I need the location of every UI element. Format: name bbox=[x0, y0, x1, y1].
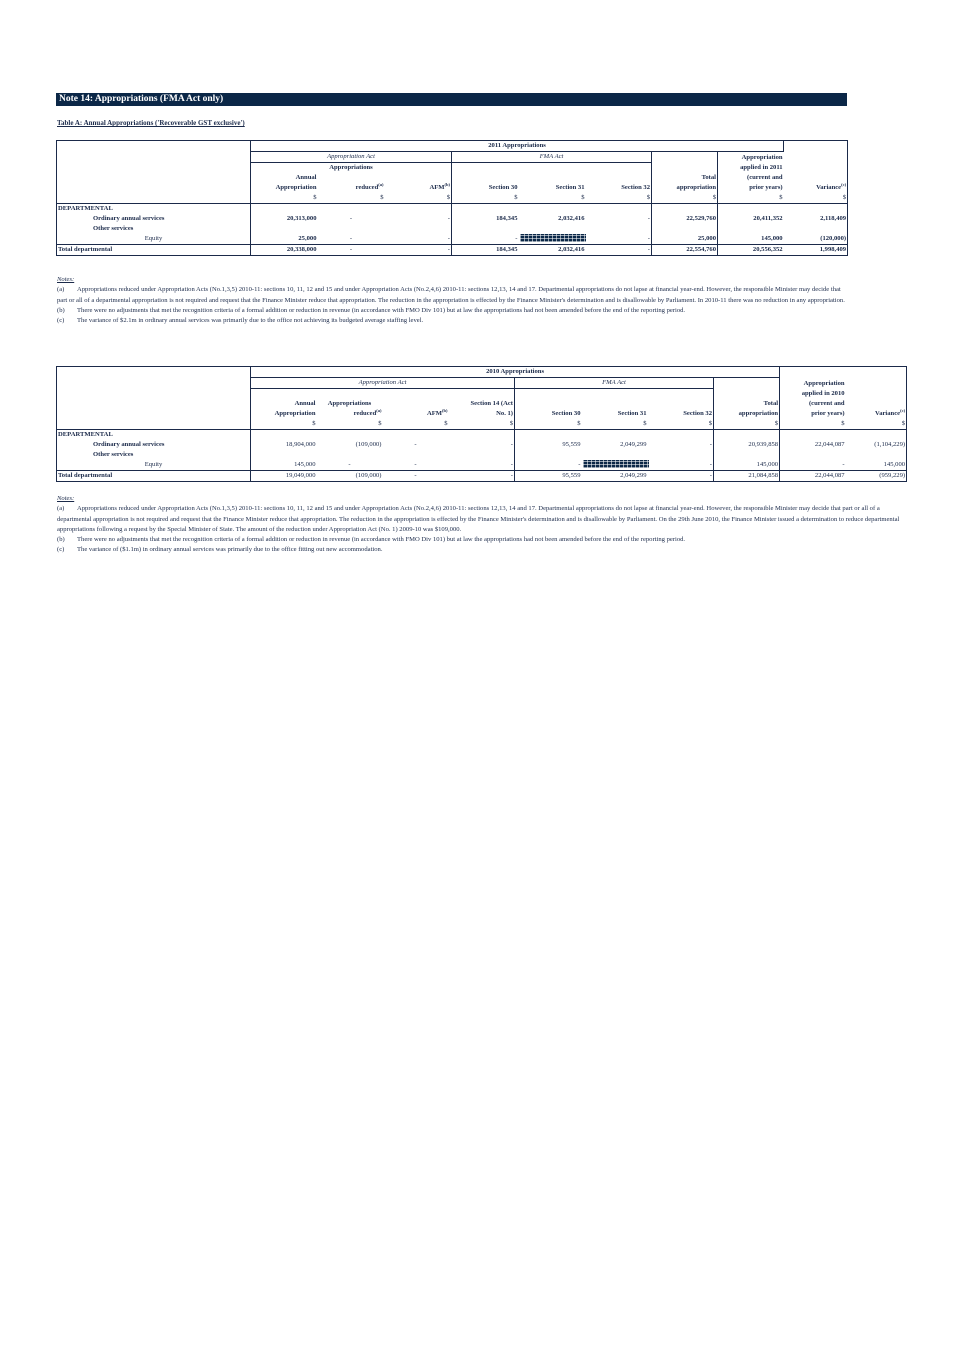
unit: $ bbox=[318, 193, 385, 204]
fma-act-header: FMA Act bbox=[452, 152, 652, 163]
table-row: Ordinary annual services 20,313,000 - - 184,345 2,032,416 - 22,529,760 20,411,352 2,118,409 bbox=[57, 214, 848, 224]
note-title: Note 14: Appropriations (FMA Act only) bbox=[56, 93, 847, 106]
total-header-2: appropriation bbox=[652, 183, 718, 193]
afm-header: AFM bbox=[429, 184, 445, 191]
hatched-cell bbox=[583, 460, 649, 468]
reduced-header-1: Appropriations bbox=[329, 164, 373, 171]
total-header-1: Total bbox=[652, 173, 718, 183]
unit: $ bbox=[582, 419, 648, 430]
section32-header: Section 32 bbox=[586, 183, 652, 193]
appropriation-act-header: Appropriation Act bbox=[251, 152, 452, 163]
note-b-marker: (b) bbox=[442, 407, 448, 413]
section14-header-2: No. 1) bbox=[449, 409, 515, 419]
section14-header-1: Section 14 (Act bbox=[449, 399, 515, 409]
reduced-header-2: reduced bbox=[355, 184, 379, 191]
appropriations-2011-table bbox=[56, 140, 848, 256]
table-row: Other services bbox=[57, 224, 848, 234]
unit: $ bbox=[519, 193, 586, 204]
unit: $ bbox=[383, 419, 449, 430]
group-title: 2010 Appropriations bbox=[251, 367, 780, 378]
unit: $ bbox=[780, 419, 846, 430]
notes-heading: Notes: bbox=[57, 495, 75, 502]
notes-2010 bbox=[57, 494, 907, 556]
table-a-title: Table A: Annual Appropriations ('Recoverable GST exclusive') bbox=[57, 119, 245, 127]
section31-header: Section 31 bbox=[555, 184, 585, 191]
unit: $ bbox=[317, 419, 383, 430]
appropriation-act-header: Appropriation Act bbox=[251, 378, 515, 389]
section32-header: Section 32 bbox=[648, 409, 714, 419]
applied-header-2: applied in 2010 bbox=[801, 389, 845, 397]
unit: $ bbox=[449, 419, 515, 430]
unit: $ bbox=[714, 419, 780, 430]
total-header-2: appropriation bbox=[714, 409, 780, 419]
applied-header-4: prior years) bbox=[749, 184, 783, 191]
table-row: Equity 145,000 - - - - - 145,000 - 145,000 bbox=[57, 460, 907, 471]
table-row: Equity 25,000 - - - - 25,000 145,000 (120,000) bbox=[57, 234, 848, 245]
reduced-header-2: reduced bbox=[353, 409, 377, 417]
note-c: (c) The variance of $2.1m in ordinary annual services was primarily due to the office not achieving its budgeted average staffing level. bbox=[57, 317, 424, 325]
variance-header: Variance bbox=[816, 184, 842, 191]
section31-header: Section 31 bbox=[617, 409, 647, 417]
unit: $ bbox=[652, 193, 718, 204]
unit: $ bbox=[452, 193, 519, 204]
note-b: (b) There were no adjustments that met the recognition criteria of a formal addition or reduction in revenue (in accordance with FMO Div 101) but at law the appropriations had not been amended before the end of the reporting period. bbox=[57, 536, 686, 544]
unit: $ bbox=[586, 193, 652, 204]
table-row: Other services bbox=[57, 450, 907, 460]
annual-header-1: Annual bbox=[294, 399, 316, 407]
unit: $ bbox=[718, 193, 784, 204]
total-header-1: Total bbox=[714, 399, 780, 409]
annual-header-2: Appropriation bbox=[275, 184, 317, 191]
unit: $ bbox=[648, 419, 714, 430]
note-c-marker: (c) bbox=[900, 407, 906, 413]
applied-header-1: Appropriation bbox=[803, 379, 845, 387]
notes-2011 bbox=[57, 275, 847, 326]
afm-header: AFM bbox=[426, 409, 442, 417]
unit: $ bbox=[846, 419, 907, 430]
note-b: (b) There were no adjustments that met the recognition criteria of a formal addition or reduction in revenue (in accordance with FMO Div 101) but at law the appropriations had not been amended before the end of the reporting period. bbox=[57, 306, 686, 314]
applied-header-2: applied in 2011 bbox=[740, 164, 783, 171]
note-a: (a) Appropriations reduced under Appropriation Acts (No.1,3,5) 2010-11: sections 10, 11, 12 and 15 and under Appropriation Acts (No.2,4,6) 2010-11: sections 12,13, 14 and 17. Departmental appropriations do not lapse at financial year-end. However, the responsible Minister may decide that part or all of a departmental appropriation is not required and request that the Finance Minister reduce that appropriation. The reduction in the appropriation is effected by the Finance Minister's determination and is disallowable by Parliament. In 2010-11 there was no reduction in any appropriation. bbox=[57, 286, 845, 304]
table-row: Total departmental 20,338,000 - - 184,345 2,032,416 - 22,554,760 20,556,352 1,998,409 bbox=[57, 245, 848, 256]
unit: $ bbox=[251, 419, 317, 430]
note-a-marker: (a) bbox=[376, 407, 382, 413]
applied-header-3: (current and bbox=[747, 174, 783, 181]
section-label: DEPARTMENTAL bbox=[57, 204, 251, 215]
applied-header-4: prior years) bbox=[811, 409, 845, 417]
unit: $ bbox=[515, 419, 582, 430]
unit: $ bbox=[385, 193, 452, 204]
applied-header-3: (current and bbox=[808, 399, 845, 407]
annual-header-1: Annual bbox=[295, 174, 317, 181]
table-row: Ordinary annual services 18,904,000 (109,000) - - 95,559 2,049,299 - 20,939,858 22,044,087 (1,104,229) bbox=[57, 440, 907, 450]
hatched-cell bbox=[520, 234, 586, 242]
note-a: (a) Appropriations reduced under Appropriation Acts (No.1,3,5) 2010-11: sections 10, 11, 12 and 15 and under Appropriation Acts (No.2,4,6) 2010-11: sections 12,13, 14 and 17. Departmental appropriations do not lapse at financial year-end. However, the responsible Minister may decide that part or all of a departmental appropriation is not required and request that the Finance Minister reduce that appropriation. The reduction in the appropriation is effected by the Finance Minister's determination and is disallowable by Parliament. On the 29th June 2010, the Finance Minister issued a determination to reduce departmental appropriations following a request by the Special Minister of State. The amount of the reduction under Appropriation Act (No. 1) 2009-10 was $109,000. bbox=[57, 505, 900, 533]
appropriations-2010-table bbox=[56, 366, 907, 482]
note-b-marker: (b) bbox=[444, 181, 450, 187]
annual-header-2: Appropriation bbox=[274, 409, 316, 417]
unit: $ bbox=[251, 193, 318, 204]
section30-header: Section 30 bbox=[488, 184, 518, 191]
applied-header-1: Appropriation bbox=[741, 153, 783, 161]
note-c-marker: (c) bbox=[841, 181, 847, 187]
note-c: (c) The variance of ($1.1m) in ordinary annual services was primarily due to the office fitting out new accommodation. bbox=[57, 546, 383, 554]
notes-heading: Notes: bbox=[57, 276, 75, 283]
table-row: Total departmental 19,049,000 (109,000) - - 95,559 2,049,299 - 21,084,858 22,044,087 (959,229) bbox=[57, 470, 907, 481]
note-a-marker: (a) bbox=[378, 181, 384, 187]
section30-header: Section 30 bbox=[551, 409, 581, 417]
group-title: 2011 Appropriations bbox=[251, 141, 784, 152]
fma-act-header: FMA Act bbox=[515, 378, 714, 389]
reduced-header-1: Appropriations bbox=[327, 399, 372, 407]
unit: $ bbox=[784, 193, 848, 204]
section-label: DEPARTMENTAL bbox=[57, 429, 251, 440]
variance-header: Variance bbox=[875, 409, 901, 417]
